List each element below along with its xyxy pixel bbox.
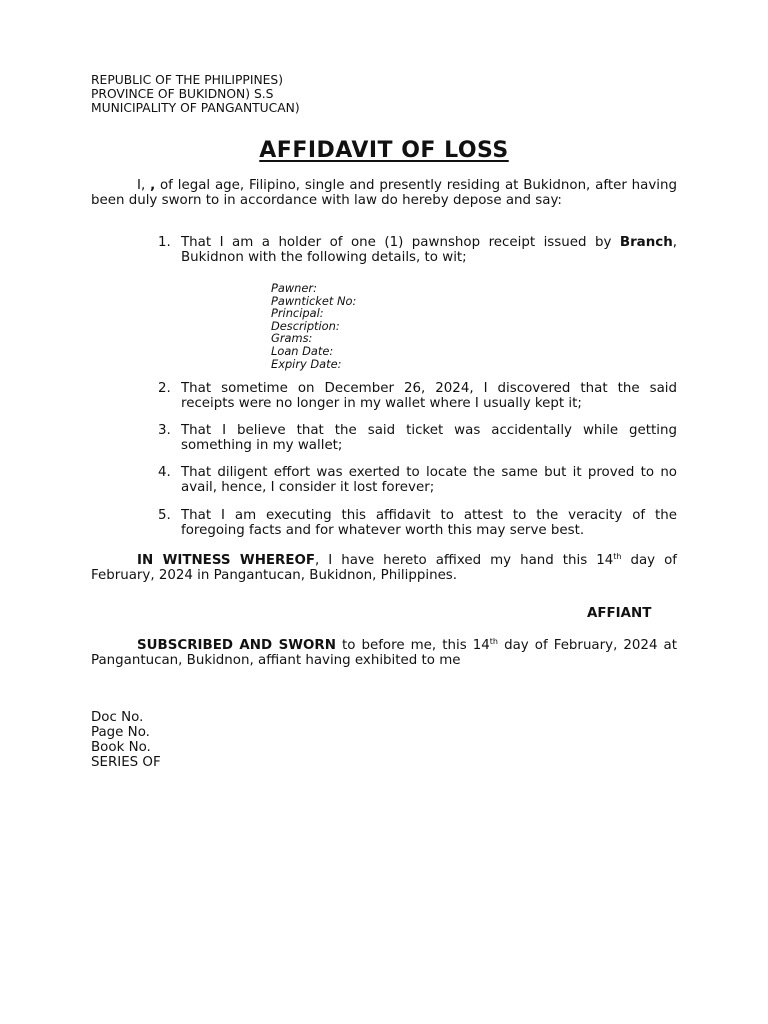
detail-principal: Principal:	[271, 306, 324, 321]
list-item	[158, 423, 677, 453]
series-of: SERIES OF	[91, 755, 161, 770]
sworn-heading: SUBSCRIBED AND SWORN	[137, 638, 336, 653]
sworn-text: to before me, this 14	[335, 638, 490, 653]
witness-heading: IN WITNESS WHEREOF	[137, 553, 316, 568]
detail-grams: Grams:	[271, 331, 313, 346]
pawn-details	[271, 282, 356, 370]
header-republic: REPUBLIC OF THE PHILIPPINES)	[91, 73, 284, 87]
list-item-number: 2.	[158, 381, 171, 396]
list-item-number: 3.	[158, 423, 171, 438]
intro-comma: ,	[150, 178, 156, 193]
intro-paragraph	[91, 178, 677, 208]
sworn-ordinal: th	[489, 637, 498, 646]
list-item	[158, 235, 677, 265]
detail-pawner: Pawner:	[271, 281, 317, 295]
list-item	[158, 465, 677, 495]
book-no: Book No.	[91, 740, 151, 755]
witness-paragraph	[91, 553, 677, 583]
detail-description: Description:	[271, 318, 340, 333]
witness-text: , I have hereto affixed my hand this 14	[315, 553, 614, 568]
detail-expiry-date: Expiry Date:	[271, 356, 342, 371]
list-item-text: That I am a holder of one (1) pawnshop receipt issued by	[181, 235, 620, 250]
intro-text: of legal age, Filipino, single and presently residing at Bukidnon, after having been duly sworn to in accordance with law do hereby depose and say:	[91, 178, 677, 208]
list-item-text-cont: , Bukidnon with the following details, to wit;	[181, 235, 677, 265]
list-item-text: That I believe that the said ticket was accidentally while getting something in my wallet;	[181, 423, 677, 453]
doc-no: Doc No.	[91, 710, 144, 725]
detail-loan-date: Loan Date:	[271, 343, 334, 358]
page-no: Page No.	[91, 725, 150, 740]
intro-i: I,	[137, 178, 146, 193]
header-municipality: MUNICIPALITY OF PANGANTUCAN)	[91, 101, 300, 115]
list-item	[158, 381, 677, 411]
affiant-label: AFFIANT	[587, 606, 652, 621]
list-item-text: That sometime on December 26, 2024, I discovered that the said receipts were no longer in my wallet where I usually kept it;	[181, 381, 677, 411]
document-title: AFFIDAVIT OF LOSS	[259, 138, 509, 163]
list-item	[158, 508, 677, 538]
sworn-paragraph	[91, 638, 677, 668]
list-item-number: 1.	[158, 235, 171, 250]
list-item-number: 4.	[158, 465, 171, 480]
witness-text-cont: day of February, 2024 in Pangantucan, Bukidnon, Philippines.	[91, 553, 677, 583]
header-province: PROVINCE OF BUKIDNON) S.S	[91, 87, 274, 101]
detail-pawnticket: Pawnticket No:	[271, 293, 357, 308]
branch-label: Branch	[619, 235, 673, 250]
list-item-number: 5.	[158, 508, 171, 523]
sworn-text-cont: day of February, 2024 at Pangantucan, Bukidnon, affiant having exhibited to me	[91, 638, 677, 668]
witness-ordinal: th	[613, 552, 622, 561]
list-item-text: That I am executing this affidavit to attest to the veracity of the foregoing facts and for whatever worth this may serve best.	[181, 508, 677, 538]
list-item-text: That diligent effort was exerted to locate the same but it proved to no avail, hence, I consider it lost forever;	[181, 465, 677, 495]
